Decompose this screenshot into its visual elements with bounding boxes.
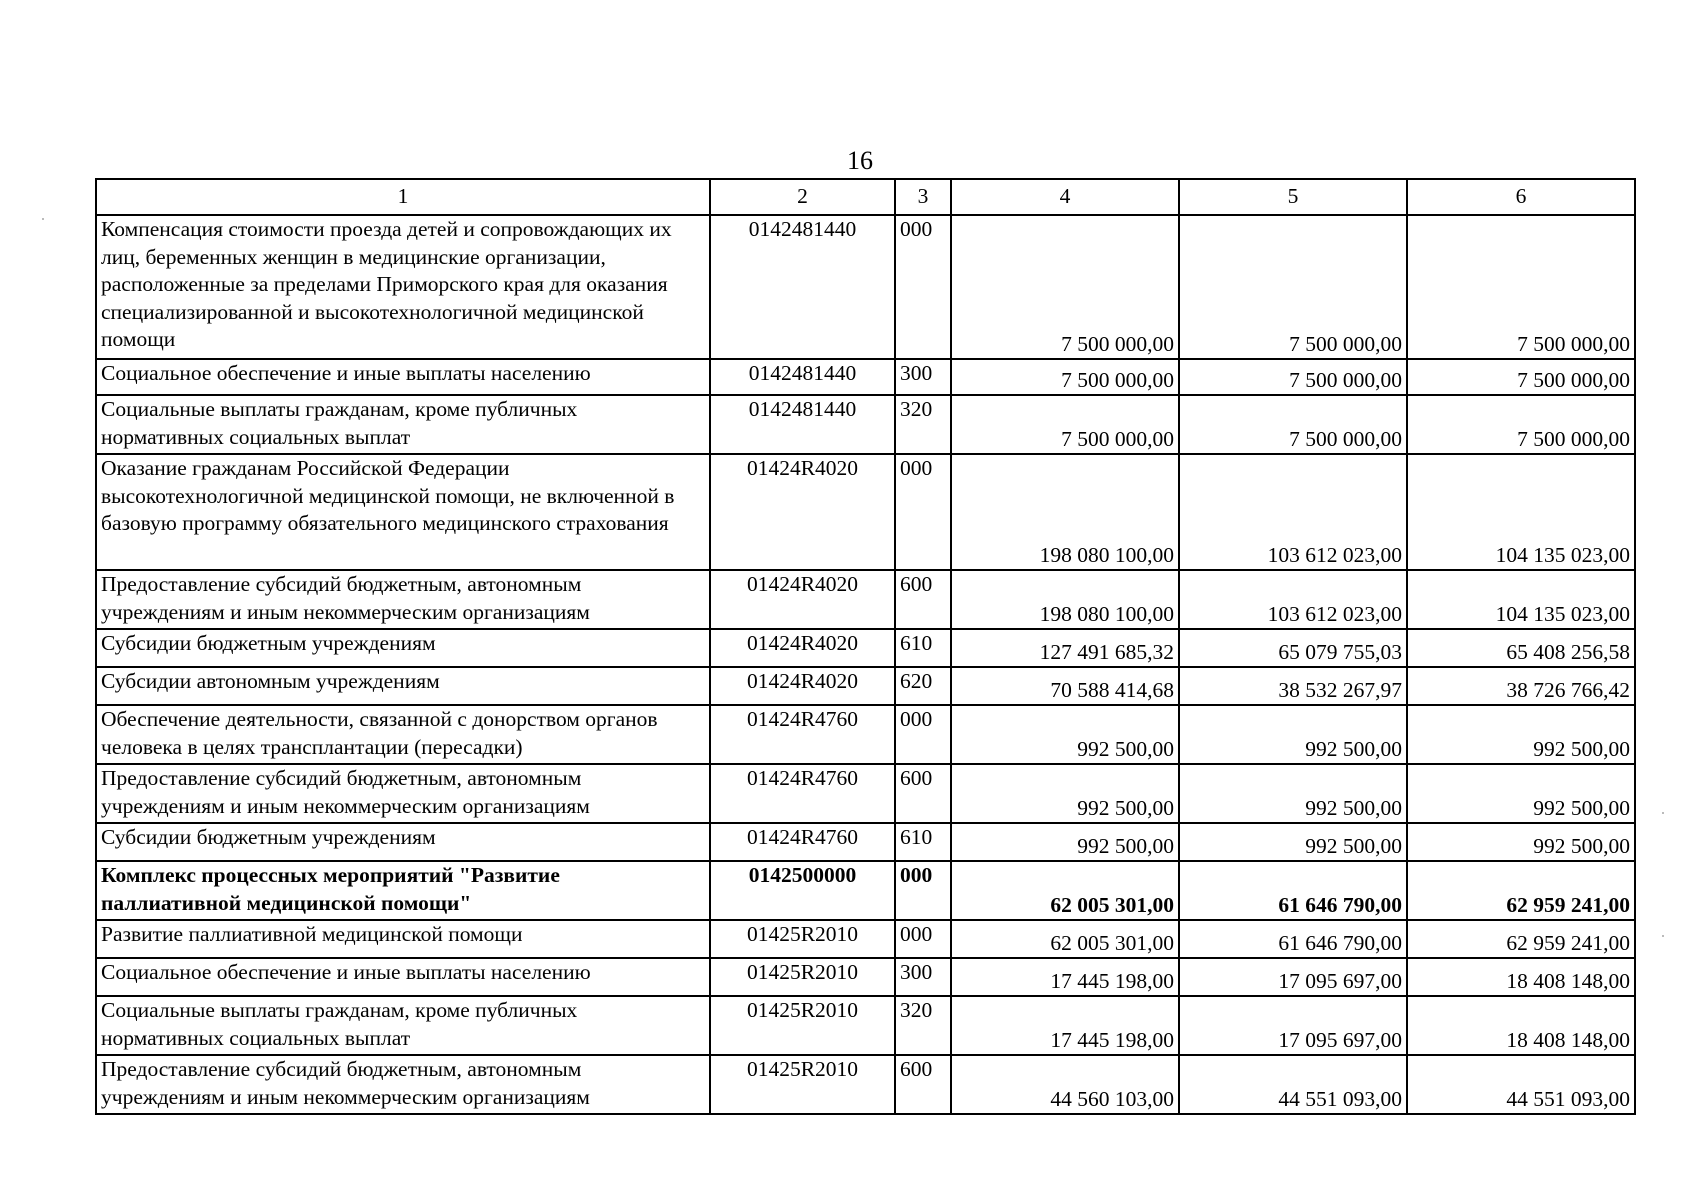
row-name: Компенсация стоимости проезда детей и сопровождающих их лиц, беременных женщин в медицинские организации, расположенные за пределами Приморского края для оказания специализированной и высокотехнологичной медицинской помощи: [96, 215, 710, 359]
row-value-col6: 992 500,00: [1407, 705, 1635, 764]
table-row: [96, 705, 1635, 764]
table-header-row: [96, 179, 1635, 215]
row-type: 600: [895, 764, 951, 823]
row-value-col4: 17 445 198,00: [951, 958, 1179, 996]
table-row: [96, 359, 1635, 395]
row-value-col5: 992 500,00: [1179, 705, 1407, 764]
row-name: Субсидии автономным учреждениям: [96, 667, 710, 705]
row-value-col4: 62 005 301,00: [951, 861, 1179, 920]
row-value-col6: 62 959 241,00: [1407, 861, 1635, 920]
row-code: 01424R4760: [710, 764, 895, 823]
table-row: [96, 1055, 1635, 1114]
row-value-col4: 992 500,00: [951, 705, 1179, 764]
row-type: 600: [895, 570, 951, 629]
row-code: 01424R4760: [710, 705, 895, 764]
row-value-col4: 7 500 000,00: [951, 215, 1179, 359]
table-row: [96, 667, 1635, 705]
table-row: [96, 395, 1635, 454]
row-type: 620: [895, 667, 951, 705]
row-value-col5: 103 612 023,00: [1179, 454, 1407, 570]
row-code: 0142481440: [710, 359, 895, 395]
row-code: 01424R4020: [710, 454, 895, 570]
row-type: 000: [895, 861, 951, 920]
table-row: [96, 215, 1635, 359]
row-value-col6: 18 408 148,00: [1407, 996, 1635, 1055]
row-value-col4: 44 560 103,00: [951, 1055, 1179, 1114]
header-col-2: 2: [710, 179, 895, 215]
table-row: [96, 920, 1635, 958]
row-code: 0142500000: [710, 861, 895, 920]
row-value-col5: 7 500 000,00: [1179, 359, 1407, 395]
row-type: 000: [895, 705, 951, 764]
row-value-col5: 992 500,00: [1179, 764, 1407, 823]
row-code: 01425R2010: [710, 920, 895, 958]
row-code: 01425R2010: [710, 1055, 895, 1114]
row-type: 000: [895, 920, 951, 958]
row-type: 610: [895, 629, 951, 667]
header-col-5: 5: [1179, 179, 1407, 215]
row-value-col5: 7 500 000,00: [1179, 395, 1407, 454]
budget-table: [95, 178, 1636, 1115]
row-value-col5: 17 095 697,00: [1179, 996, 1407, 1055]
row-value-col4: 7 500 000,00: [951, 359, 1179, 395]
row-name: Предоставление субсидий бюджетным, автономным учреждениям и иным некоммерческим организациям: [96, 570, 710, 629]
page-number: 16: [847, 146, 873, 175]
row-code: 0142481440: [710, 215, 895, 359]
row-value-col4: 198 080 100,00: [951, 454, 1179, 570]
row-value-col6: 7 500 000,00: [1407, 215, 1635, 359]
row-value-col6: 7 500 000,00: [1407, 359, 1635, 395]
row-value-col5: 17 095 697,00: [1179, 958, 1407, 996]
row-name: Социальное обеспечение и иные выплаты населению: [96, 359, 710, 395]
row-value-col4: 62 005 301,00: [951, 920, 1179, 958]
row-type: 600: [895, 1055, 951, 1114]
table-row: [96, 764, 1635, 823]
row-type: 300: [895, 359, 951, 395]
row-value-col4: 127 491 685,32: [951, 629, 1179, 667]
table-row: [96, 996, 1635, 1055]
row-value-col4: 992 500,00: [951, 823, 1179, 861]
row-value-col5: 7 500 000,00: [1179, 215, 1407, 359]
row-value-col6: 44 551 093,00: [1407, 1055, 1635, 1114]
row-value-col4: 7 500 000,00: [951, 395, 1179, 454]
row-type: 320: [895, 395, 951, 454]
row-name: Оказание гражданам Российской Федерации высокотехнологичной медицинской помощи, не включенной в базовую программу обязательного медицинского страхования: [96, 454, 710, 570]
row-value-col6: 7 500 000,00: [1407, 395, 1635, 454]
row-type: 320: [895, 996, 951, 1055]
row-value-col4: 992 500,00: [951, 764, 1179, 823]
table-row: [96, 629, 1635, 667]
row-value-col5: 992 500,00: [1179, 823, 1407, 861]
row-name: Социальное обеспечение и иные выплаты населению: [96, 958, 710, 996]
header-col-3: 3: [895, 179, 951, 215]
header-col-1: 1: [96, 179, 710, 215]
row-name: Комплекс процессных мероприятий "Развитие паллиативной медицинской помощи": [96, 861, 710, 920]
row-type: 300: [895, 958, 951, 996]
row-code: 01424R4020: [710, 570, 895, 629]
table-row: [96, 958, 1635, 996]
table-row: [96, 823, 1635, 861]
row-value-col5: 65 079 755,03: [1179, 629, 1407, 667]
header-col-6: 6: [1407, 179, 1635, 215]
row-code: 01424R4760: [710, 823, 895, 861]
row-name: Обеспечение деятельности, связанной с донорством органов человека в целях трансплантации (пересадки): [96, 705, 710, 764]
header-col-4: 4: [951, 179, 1179, 215]
row-value-col4: 70 588 414,68: [951, 667, 1179, 705]
row-type: 000: [895, 215, 951, 359]
row-value-col5: 103 612 023,00: [1179, 570, 1407, 629]
row-value-col5: 61 646 790,00: [1179, 920, 1407, 958]
row-value-col4: 198 080 100,00: [951, 570, 1179, 629]
row-name: Субсидии бюджетным учреждениям: [96, 823, 710, 861]
scan-speck: [1662, 812, 1664, 814]
row-value-col5: 44 551 093,00: [1179, 1055, 1407, 1114]
scan-speck: [42, 218, 44, 220]
row-type: 000: [895, 454, 951, 570]
row-value-col6: 104 135 023,00: [1407, 454, 1635, 570]
row-value-col5: 38 532 267,97: [1179, 667, 1407, 705]
row-code: 0142481440: [710, 395, 895, 454]
row-value-col6: 18 408 148,00: [1407, 958, 1635, 996]
table-row: [96, 861, 1635, 920]
row-value-col6: 62 959 241,00: [1407, 920, 1635, 958]
row-value-col6: 65 408 256,58: [1407, 629, 1635, 667]
row-value-col5: 61 646 790,00: [1179, 861, 1407, 920]
row-value-col6: 104 135 023,00: [1407, 570, 1635, 629]
row-name: Социальные выплаты гражданам, кроме публичных нормативных социальных выплат: [96, 996, 710, 1055]
row-code: 01425R2010: [710, 996, 895, 1055]
row-value-col6: 992 500,00: [1407, 823, 1635, 861]
row-name: Предоставление субсидий бюджетным, автономным учреждениям и иным некоммерческим организациям: [96, 1055, 710, 1114]
table-row: [96, 454, 1635, 570]
row-name: Социальные выплаты гражданам, кроме публичных нормативных социальных выплат: [96, 395, 710, 454]
row-code: 01424R4020: [710, 667, 895, 705]
row-value-col6: 992 500,00: [1407, 764, 1635, 823]
row-code: 01425R2010: [710, 958, 895, 996]
row-value-col4: 17 445 198,00: [951, 996, 1179, 1055]
row-name: Субсидии бюджетным учреждениям: [96, 629, 710, 667]
row-value-col6: 38 726 766,42: [1407, 667, 1635, 705]
table-row: [96, 570, 1635, 629]
row-name: Предоставление субсидий бюджетным, автономным учреждениям и иным некоммерческим организациям: [96, 764, 710, 823]
row-name: Развитие паллиативной медицинской помощи: [96, 920, 710, 958]
row-type: 610: [895, 823, 951, 861]
row-code: 01424R4020: [710, 629, 895, 667]
scan-speck: [1662, 935, 1664, 937]
